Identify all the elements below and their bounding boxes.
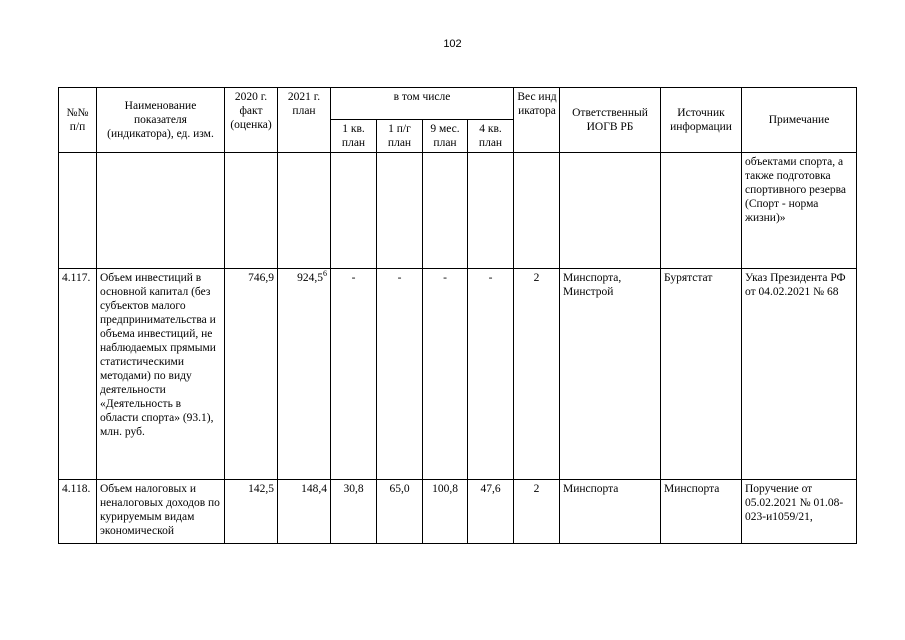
row-h1: - [377, 269, 423, 480]
header-h1: 1 п/г план [377, 120, 423, 153]
row-responsible [560, 153, 661, 269]
row-h1 [377, 153, 423, 269]
header-note: Примечание [742, 88, 857, 153]
header-weight-text: Вес индикатора [517, 91, 557, 117]
row-weight: 2 [514, 269, 560, 480]
table-row [59, 480, 857, 544]
row-weight: 2 [514, 480, 560, 544]
row-plan [278, 480, 331, 544]
header-source: Источник информации [661, 88, 742, 153]
header-name: Наименование показателя (индикатора), ед. изм. [97, 88, 225, 153]
row-responsible: Минспорта, Минстрой [560, 269, 661, 480]
footnote-ref: 6 [323, 269, 327, 279]
header-q1: 1 кв. план [331, 120, 377, 153]
row-plan [278, 153, 331, 269]
row-fact: 142,5 [225, 480, 278, 544]
header-weight [514, 88, 560, 153]
row-fact: 746,9 [225, 269, 278, 480]
row-num: 4.118. [59, 480, 97, 544]
row-source: Бурятстат [661, 269, 742, 480]
row-h1: 65,0 [377, 480, 423, 544]
row-source [661, 153, 742, 269]
header-row [59, 88, 857, 120]
header-plan-2021: 2021 г. план [278, 88, 331, 153]
row-q4 [468, 153, 514, 269]
page-number: 102 [443, 38, 462, 50]
row-note: объектами спорта, а также подготовка спортивного резерва (Спорт - норма жизни)» [742, 153, 857, 269]
header-responsible: Ответственный ИОГВ РБ [560, 88, 661, 153]
header-q4: 4 кв. план [468, 120, 514, 153]
row-q4: 47,6 [468, 480, 514, 544]
row-9m: - [423, 269, 468, 480]
row-q4: - [468, 269, 514, 480]
row-fact [225, 153, 278, 269]
row-responsible: Минспорта [560, 480, 661, 544]
row-note: Поручение от 05.02.2021 № 01.08-023-и1059/21, [742, 480, 857, 544]
header-fact-2020: 2020 г. факт (оценка) [225, 88, 278, 153]
table-row [59, 153, 857, 269]
header-num: №№ п/п [59, 88, 97, 153]
row-num: 4.117. [59, 269, 97, 480]
row-name [97, 153, 225, 269]
row-source: Минспорта [661, 480, 742, 544]
row-note: Указ Президента РФ от 04.02.2021 № 68 [742, 269, 857, 480]
row-9m [423, 153, 468, 269]
row-name: Объем налоговых и неналоговых доходов по курируемым видам экономической [97, 480, 225, 544]
table-row [59, 269, 857, 480]
row-9m: 100,8 [423, 480, 468, 544]
row-name: Объем инвестиций в основной капитал (без субъектов малого предпринимательства и объема инвестиций, не наблюдаемых прямыми статистическими методами) по виду деятельности «Деятельность в области спорта» (93.1), млн. руб. [97, 269, 225, 480]
header-including: в том числе [331, 88, 514, 120]
row-num [59, 153, 97, 269]
row-weight [514, 153, 560, 269]
indicator-table [58, 87, 857, 544]
header-9m: 9 мес. план [423, 120, 468, 153]
row-plan-value: 924,5 [297, 272, 323, 284]
row-q1: - [331, 269, 377, 480]
row-plan [278, 269, 331, 480]
row-q1 [331, 153, 377, 269]
row-q1: 30,8 [331, 480, 377, 544]
row-plan-value: 148,4 [301, 483, 327, 495]
